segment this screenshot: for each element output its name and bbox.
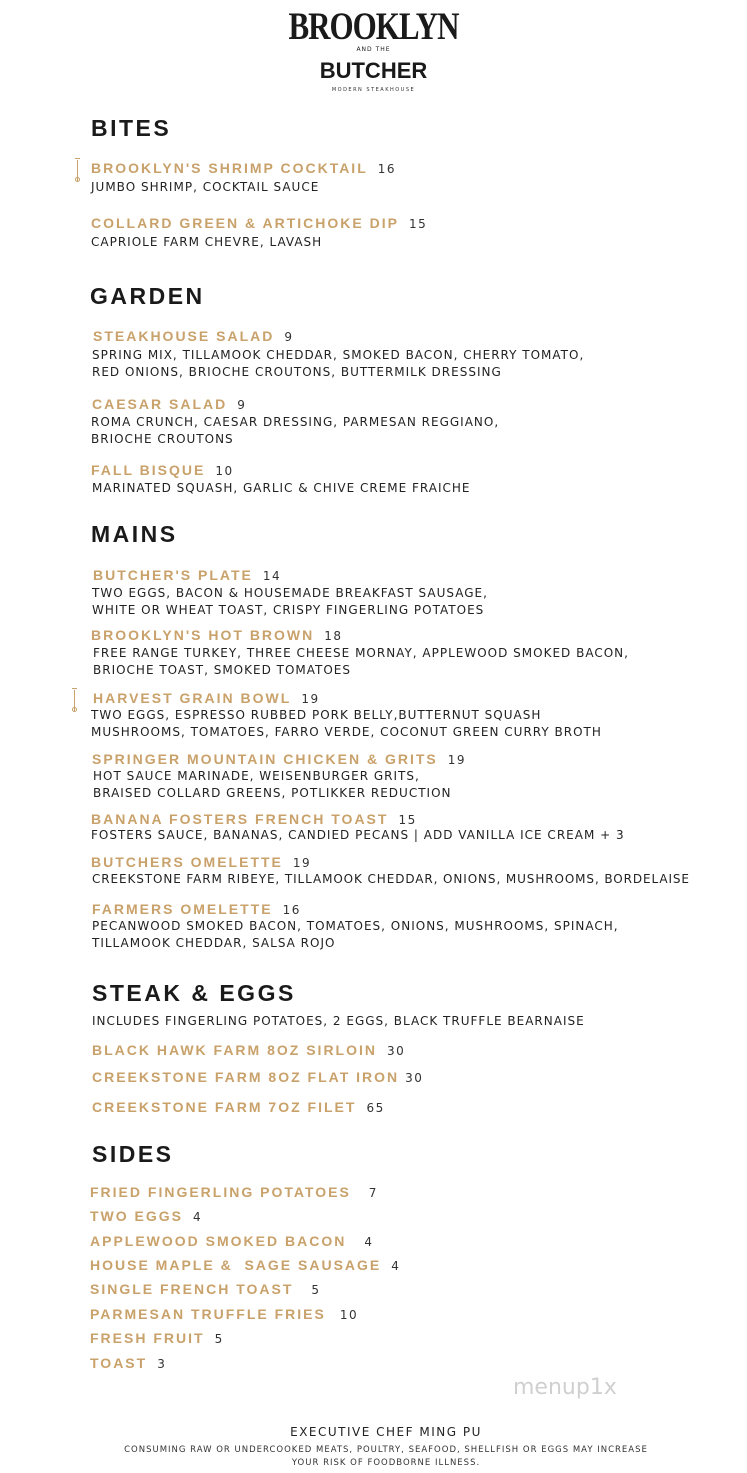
item-description: BRIOCHE TOAST, SMOKED TOMATOES — [93, 663, 352, 677]
item-name: HARVEST GRAIN BOWL — [93, 690, 292, 706]
menu-item — [91, 213, 427, 232]
item-description: TWO EGGS, BACON & HOUSEMADE BREAKFAST SAUSAGE, — [92, 586, 488, 600]
item-price: 15 — [408, 217, 428, 231]
menu-item — [92, 1097, 385, 1116]
item-name: BROOKLYN'S SHRIMP COCKTAIL — [91, 160, 368, 176]
item-price: 19 — [292, 856, 312, 870]
menu-item — [90, 1255, 400, 1274]
menu-item — [93, 326, 294, 345]
brand-subtitle: MODERN STEAKHOUSE — [331, 87, 416, 93]
section-title-garden: GARDEN — [90, 283, 205, 309]
section-title-sides: SIDES — [92, 1141, 174, 1167]
menu-item — [92, 394, 246, 413]
item-name: FARMERS OMELETTE — [92, 901, 273, 917]
item-price: 10 — [339, 1308, 359, 1322]
menu-item — [91, 158, 396, 177]
section-title-mains: MAINS — [91, 521, 178, 547]
item-price: 30 — [405, 1071, 424, 1085]
item-description: HOT SAUCE MARINADE, WEISENBURGER GRITS, — [93, 769, 420, 783]
section-intro: INCLUDES FINGERLING POTATOES, 2 EGGS, BLACK TRUFFLE BEARNAISE — [92, 1014, 585, 1028]
item-price: 65 — [366, 1101, 385, 1115]
item-name: HOUSE MAPLE & SAGE SAUSAGE — [90, 1257, 382, 1273]
item-description: CREEKSTONE FARM RIBEYE, TILLAMOOK CHEDDAR, ONIONS, MUSHROOMS, BORDELAISE — [92, 872, 690, 886]
menu-item — [93, 688, 320, 707]
item-name: BUTCHERS OMELETTE — [91, 854, 283, 870]
item-price: 16 — [282, 903, 301, 917]
item-price: 10 — [215, 464, 234, 478]
brand-logo-connector: AND THE — [356, 46, 391, 53]
watermark: menup1x — [513, 1375, 617, 1400]
item-price: 16 — [377, 162, 397, 176]
item-description: FOSTERS SAUCE, BANANAS, CANDIED PECANS | ADD VANILLA ICE CREAM + 3 — [91, 828, 625, 842]
item-price: 15 — [398, 813, 417, 827]
item-description: RED ONIONS, BRIOCHE CROUTONS, BUTTERMILK DRESSING — [92, 365, 502, 379]
section-title-bites: BITES — [91, 115, 172, 141]
brand-logo-bottom: BUTCHER — [319, 58, 428, 83]
menu-item — [92, 1040, 405, 1059]
item-price: 9 — [284, 330, 294, 344]
item-name: APPLEWOOD SMOKED BACON — [90, 1233, 347, 1249]
item-name: BUTCHER'S PLATE — [93, 567, 253, 583]
item-name: STEAKHOUSE SALAD — [93, 328, 275, 344]
item-price: 30 — [387, 1044, 406, 1058]
menu-item — [91, 625, 343, 644]
executive-chef: EXECUTIVE CHEF MING PU — [290, 1425, 482, 1439]
item-name: FRESH FRUIT — [90, 1330, 205, 1346]
brand-logo-top: BROOKLYN — [288, 4, 459, 48]
item-name: COLLARD GREEN & ARTICHOKE DIP — [91, 215, 399, 231]
item-price: 19 — [301, 692, 320, 706]
item-name: TOAST — [90, 1355, 148, 1371]
item-price: 4 — [193, 1210, 203, 1224]
item-description: ROMA CRUNCH, CAESAR DRESSING, PARMESAN REGGIANO, — [91, 415, 500, 429]
item-price: 3 — [157, 1357, 167, 1371]
item-name: PARMESAN TRUFFLE FRIES — [90, 1306, 326, 1322]
item-description: TILLAMOOK CHEDDAR, SALSA ROJO — [92, 936, 336, 950]
item-name: CREEKSTONE FARM 7OZ FILET — [92, 1099, 357, 1115]
menu-item — [91, 852, 311, 871]
item-description: MUSHROOMS, TOMATOES, FARRO VERDE, COCONUT GREEN CURRY BROTH — [91, 725, 602, 739]
item-price: 19 — [447, 753, 467, 767]
item-price: 4 — [364, 1235, 374, 1249]
item-name: FRIED FINGERLING POTATOES — [90, 1184, 351, 1200]
item-name: BANANA FOSTERS FRENCH TOAST — [91, 811, 389, 827]
menu-item — [91, 809, 417, 828]
menu-item — [90, 1353, 166, 1372]
item-name: BROOKLYN'S HOT BROWN — [91, 627, 315, 643]
item-price: 7 — [368, 1186, 378, 1200]
item-description: TWO EGGS, ESPRESSO RUBBED PORK BELLY,BUTTERNUT SQUASH — [91, 708, 542, 722]
section-title-steak-eggs: STEAK & EGGS — [92, 980, 296, 1006]
item-description: BRAISED COLLARD GREENS, POTLIKKER REDUCTION — [93, 786, 452, 800]
item-description: FREE RANGE TURKEY, THREE CHEESE MORNAY, APPLEWOOD SMOKED BACON, — [93, 646, 629, 660]
menu-item — [90, 1279, 321, 1298]
item-name: TWO EGGS — [90, 1208, 183, 1224]
item-name: FALL BISQUE — [91, 462, 206, 478]
menu-item — [91, 460, 234, 479]
marker-icon — [77, 160, 82, 182]
item-name: CAESAR SALAD — [92, 396, 228, 412]
item-price: 5 — [214, 1332, 224, 1346]
item-price: 9 — [237, 398, 247, 412]
item-name: SPRINGER MOUNTAIN CHICKEN & GRITS — [92, 751, 438, 767]
menu-item — [90, 1182, 378, 1201]
food-warning-line-2: YOUR RISK OF FOODBORNE ILLNESS. — [291, 1458, 481, 1468]
item-description: BRIOCHE CROUTONS — [91, 432, 234, 446]
menu-item — [92, 749, 466, 768]
marker-icon — [74, 690, 79, 712]
item-name: BLACK HAWK FARM 8OZ SIRLOIN — [92, 1042, 377, 1058]
menu-item — [90, 1328, 224, 1347]
menu-item — [90, 1206, 202, 1225]
item-price: 14 — [262, 569, 282, 583]
item-description: PECANWOOD SMOKED BACON, TOMATOES, ONIONS, MUSHROOMS, SPINACH, — [92, 919, 619, 933]
item-description: SPRING MIX, TILLAMOOK CHEDDAR, SMOKED BACON, CHERRY TOMATO, — [92, 348, 585, 362]
item-price: 4 — [391, 1259, 401, 1273]
item-description: MARINATED SQUASH, GARLIC & CHIVE CREME FRAICHE — [92, 481, 471, 495]
item-name: SINGLE FRENCH TOAST — [90, 1281, 294, 1297]
menu-item — [90, 1231, 373, 1250]
item-description: WHITE OR WHEAT TOAST, CRISPY FINGERLING POTATOES — [92, 603, 485, 617]
food-warning-line-1: CONSUMING RAW OR UNDERCOOKED MEATS, POULTRY, SEAFOOD, SHELLFISH OR EGGS MAY INCREASE — [124, 1445, 648, 1455]
menu-item — [92, 899, 301, 918]
item-price: 18 — [324, 629, 343, 643]
menu-item — [92, 1067, 423, 1086]
menu-item — [93, 565, 281, 584]
item-name: CREEKSTONE FARM 8OZ FLAT IRON — [92, 1069, 400, 1085]
item-description: JUMBO SHRIMP, COCKTAIL SAUCE — [91, 180, 320, 194]
item-price: 5 — [311, 1283, 321, 1297]
menu-item — [90, 1304, 358, 1323]
item-description: CAPRIOLE FARM CHEVRE, LAVASH — [91, 235, 323, 249]
